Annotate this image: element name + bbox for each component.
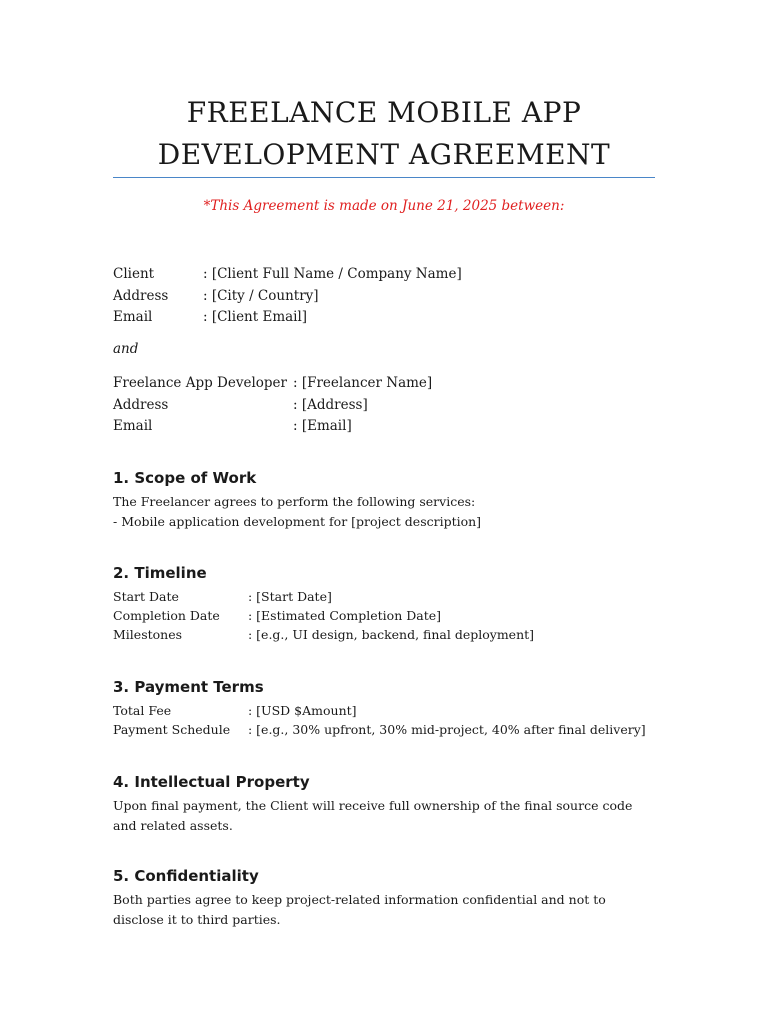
- developer-email-label: Email: [113, 418, 153, 434]
- developer-row: [113, 373, 432, 395]
- title-divider: [113, 177, 655, 178]
- developer-value: : [Freelancer Name]: [293, 375, 433, 391]
- title-line-1: FREELANCE MOBILE APP: [186, 96, 582, 129]
- client-details: [113, 264, 462, 329]
- start-date-row: [113, 587, 534, 606]
- confidentiality-heading: 5. Confidentiality: [113, 867, 259, 885]
- developer-email-value: : [Email]: [293, 418, 352, 434]
- and-separator: and: [113, 341, 139, 357]
- ip-heading: 4. Intellectual Property: [113, 773, 310, 791]
- agreement-intro: *This Agreement is made on June 21, 2025 between:: [203, 198, 565, 214]
- payment-schedule-value: : [e.g., 30% upfront, 30% mid-project, 40% after final delivery]: [248, 722, 646, 738]
- payment-details: [113, 701, 646, 739]
- client-email-label: Email: [113, 309, 153, 325]
- ip-body: Upon final payment, the Client will receive full ownership of the final source code and related assets.: [113, 798, 633, 833]
- developer-address-value: : [Address]: [293, 396, 368, 413]
- client-label: Client: [113, 266, 155, 282]
- milestones-label: Milestones: [113, 627, 183, 643]
- client-address-value: : [City / Country]: [203, 287, 319, 304]
- scope-body: [113, 492, 658, 532]
- total-fee-label: Total Fee: [113, 703, 172, 718]
- total-fee-row: [113, 701, 646, 720]
- developer-label: Freelance App Developer: [113, 375, 287, 391]
- scope-line-1: The Freelancer agrees to perform the following services:: [113, 494, 476, 509]
- confidentiality-body: Both parties agree to keep project-related information confidential and not to disclose it to third parties.: [113, 892, 606, 927]
- scope-line-2: - Mobile application development for [project description]: [113, 514, 482, 529]
- client-address-row: [113, 286, 462, 308]
- completion-date-row: [113, 606, 534, 625]
- client-email-row: [113, 307, 462, 329]
- developer-address-label: Address: [113, 396, 169, 413]
- document-title: [113, 92, 655, 176]
- payment-schedule-label: Payment Schedule: [113, 722, 231, 738]
- completion-date-label: Completion Date: [113, 608, 220, 624]
- completion-date-value: : [Estimated Completion Date]: [248, 608, 442, 624]
- payment-heading: 3. Payment Terms: [113, 678, 264, 696]
- client-address-label: Address: [113, 287, 169, 304]
- milestones-row: [113, 625, 534, 644]
- start-date-label: Start Date: [113, 589, 179, 604]
- developer-details: [113, 373, 432, 438]
- scope-heading: 1. Scope of Work: [113, 469, 257, 487]
- developer-email-row: [113, 416, 432, 438]
- client-value: : [Client Full Name / Company Name]: [203, 266, 462, 282]
- start-date-value: : [Start Date]: [248, 589, 332, 604]
- milestones-value: : [e.g., UI design, backend, final deployment]: [248, 627, 535, 643]
- client-row: [113, 264, 462, 286]
- payment-schedule-row: [113, 720, 646, 739]
- title-line-2: DEVELOPMENT AGREEMENT: [157, 138, 611, 171]
- total-fee-value: : [USD $Amount]: [248, 703, 357, 718]
- timeline-details: [113, 587, 534, 645]
- timeline-heading: 2. Timeline: [113, 564, 207, 582]
- developer-address-row: [113, 395, 432, 417]
- client-email-value: : [Client Email]: [203, 309, 308, 325]
